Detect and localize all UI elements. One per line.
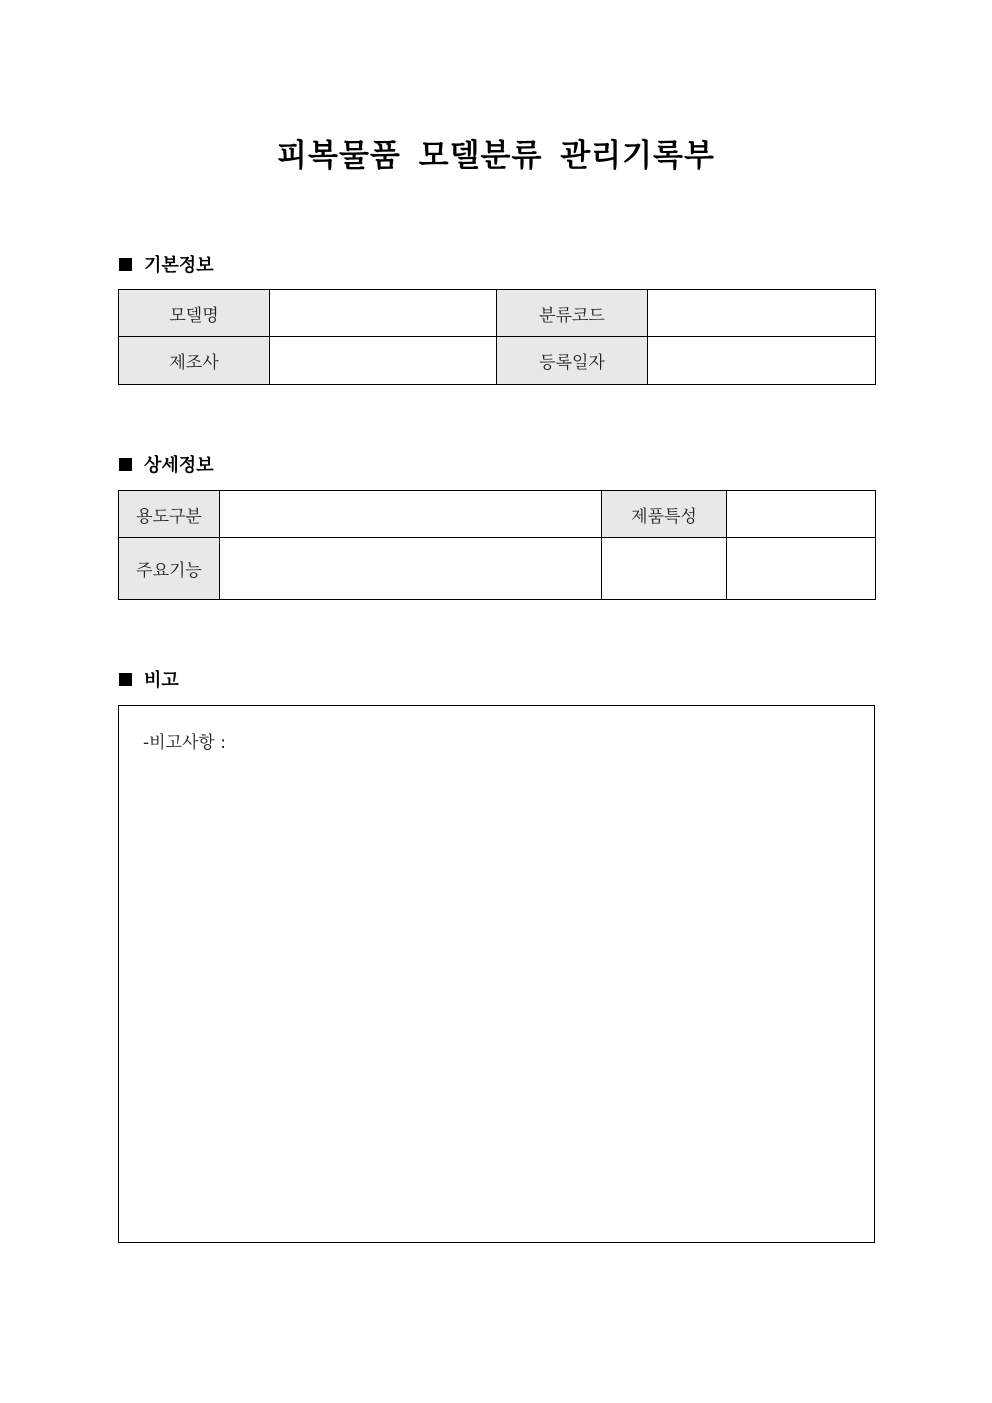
table-row xyxy=(119,337,876,385)
section-heading-remarks xyxy=(119,667,179,691)
product-feature-label: 제품특성 xyxy=(602,491,727,538)
category-code-field[interactable] xyxy=(648,290,876,337)
main-function-label: 주요기능 xyxy=(119,538,220,600)
main-function-field[interactable] xyxy=(220,538,602,600)
section-title-basic-info: 기본정보 xyxy=(144,255,214,276)
model-name-label: 모델명 xyxy=(119,290,270,337)
remarks-box[interactable] xyxy=(118,705,875,1243)
usage-type-label: 용도구분 xyxy=(119,491,220,538)
blank-cell[interactable] xyxy=(602,538,727,600)
basic-info-table xyxy=(118,289,876,385)
remarks-line: -비고사항 : xyxy=(143,733,226,753)
square-bullet-icon xyxy=(119,258,132,271)
section-title-remarks: 비고 xyxy=(144,670,179,691)
table-row xyxy=(119,290,876,337)
model-name-field[interactable] xyxy=(270,290,497,337)
square-bullet-icon xyxy=(119,458,132,471)
product-feature-field[interactable] xyxy=(727,491,876,538)
detail-info-table xyxy=(118,490,876,600)
registration-date-field[interactable] xyxy=(648,337,876,385)
registration-date-label: 등록일자 xyxy=(497,337,648,385)
document-title: 피복물품 모델분류 관리기록부 xyxy=(277,138,715,174)
manufacturer-label: 제조사 xyxy=(119,337,270,385)
section-title-detail-info: 상세정보 xyxy=(144,455,214,476)
usage-type-field[interactable] xyxy=(220,491,602,538)
square-bullet-icon xyxy=(119,673,132,686)
section-heading-detail-info xyxy=(119,452,214,476)
blank-cell[interactable] xyxy=(727,538,876,600)
manufacturer-field[interactable] xyxy=(270,337,497,385)
category-code-label: 분류코드 xyxy=(497,290,648,337)
table-row xyxy=(119,491,876,538)
table-row xyxy=(119,538,876,600)
section-heading-basic-info xyxy=(119,252,214,276)
